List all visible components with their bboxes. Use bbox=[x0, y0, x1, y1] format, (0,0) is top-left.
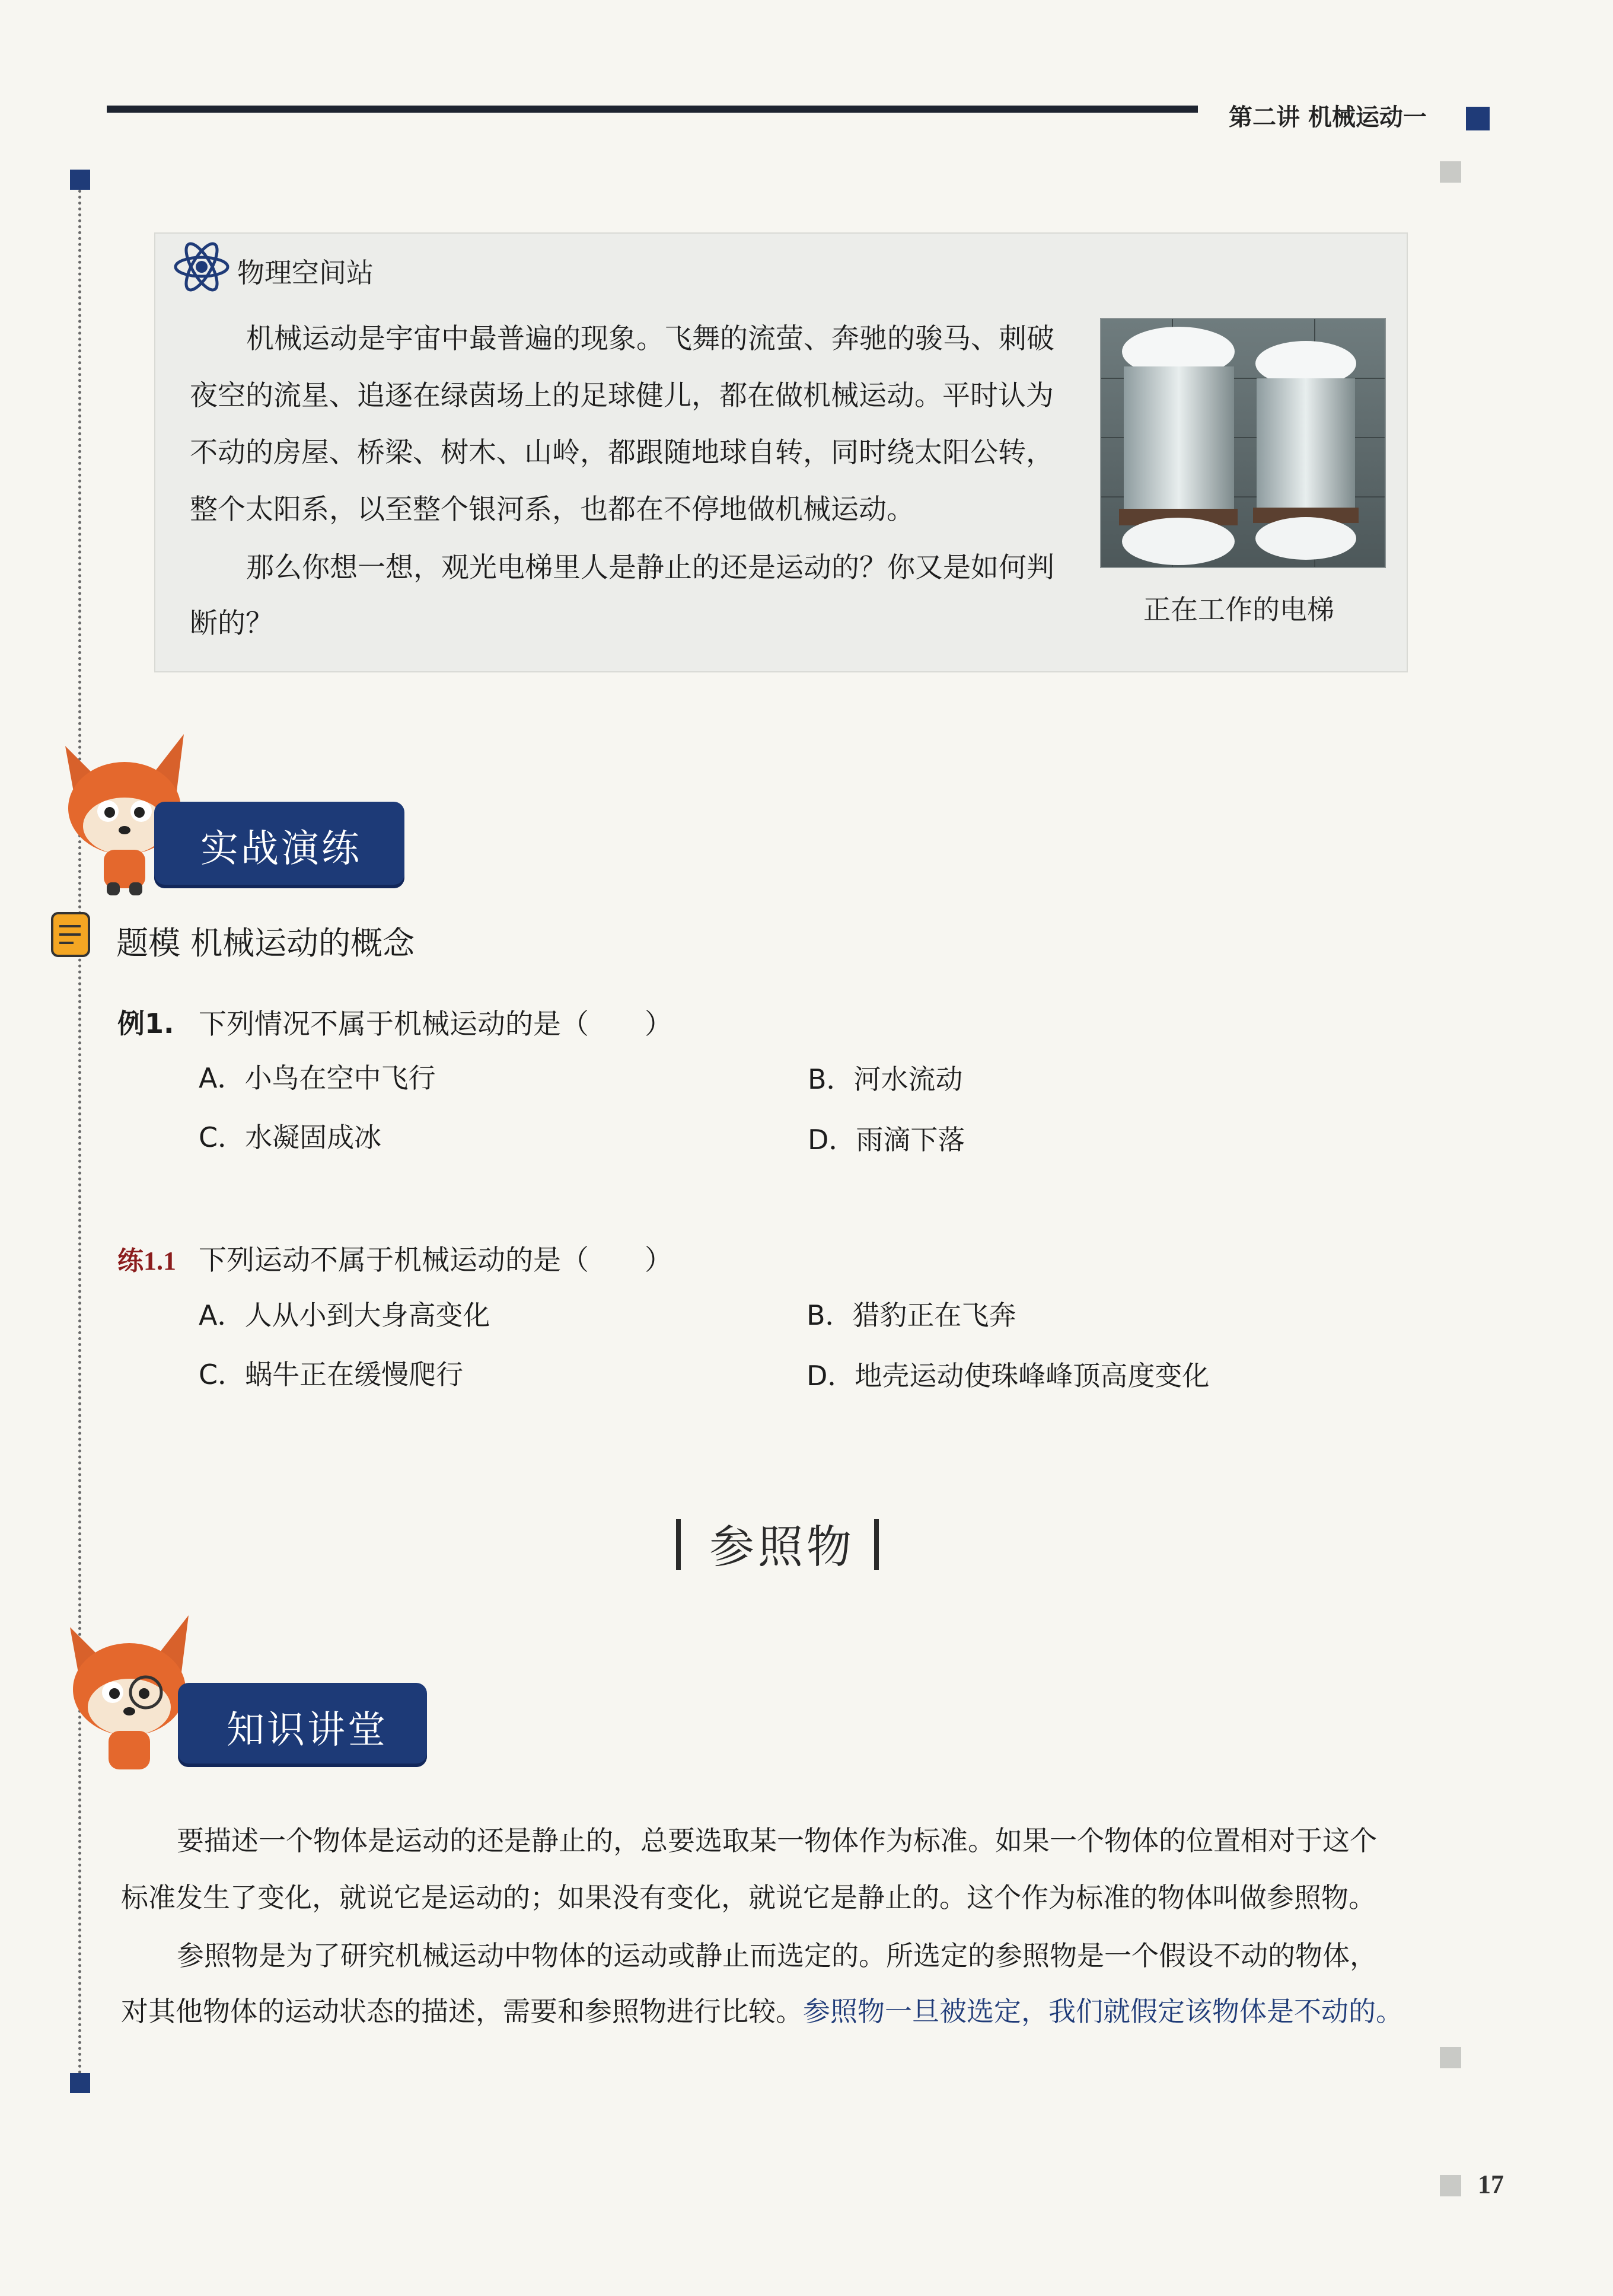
knowledge-banner-label: 知识讲堂 bbox=[227, 1708, 388, 1752]
chapter-title: 第二讲 机械运动一 bbox=[1229, 104, 1427, 131]
atom-icon bbox=[172, 240, 231, 294]
exercise-option-b: B．猎豹正在飞奔 bbox=[806, 1299, 1016, 1331]
note-icon bbox=[47, 910, 97, 959]
margin-dotted-line bbox=[78, 190, 81, 2075]
knowledge-paragraph-line: 标准发生了变化，就说它是运动的；如果没有变化，就说它是静止的。这个作为标准的物体叫做参照物。 bbox=[121, 1882, 1376, 1914]
knowledge-text: 对其他物体的运动状态的描述，需要和参照物进行比较。 bbox=[121, 1995, 803, 2027]
margin-square-icon bbox=[70, 170, 90, 190]
elevator-photo bbox=[1100, 318, 1386, 568]
intro-text-line: 断的？ bbox=[190, 607, 273, 640]
knowledge-paragraph-line bbox=[121, 1990, 1403, 2029]
intro-text-line: 那么你想一想，观光电梯里人是静止的还是运动的？你又是如何判 bbox=[246, 551, 1054, 584]
exercise-stem: 下列运动不属于机械运动的是（ ） bbox=[199, 1244, 672, 1277]
photo-caption: 正在工作的电梯 bbox=[1143, 594, 1334, 626]
intro-title: 物理空间站 bbox=[237, 257, 374, 289]
section-heading: 参照物 bbox=[709, 1520, 855, 1573]
exercise-option-c: C．蜗牛正在缓慢爬行 bbox=[199, 1359, 464, 1391]
practice-banner-label: 实战演练 bbox=[200, 827, 362, 871]
header-square-icon bbox=[1466, 107, 1490, 130]
intro-text-line: 不动的房屋、桥梁、树木、山岭，都跟随地球自转，同时绕太阳公转， bbox=[190, 436, 1054, 469]
margin-square-icon bbox=[70, 2073, 90, 2093]
knowledge-highlight-text: 参照物一旦被选定，我们就假定该物体是不动的。 bbox=[803, 1995, 1403, 2027]
right-margin-marker bbox=[1440, 161, 1461, 183]
intro-text-line: 夜空的流星、追逐在绿茵场上的足球健儿，都在做机械运动。平时认为 bbox=[190, 380, 1054, 412]
page-number: 17 bbox=[1478, 2170, 1504, 2199]
page-marker bbox=[1440, 2175, 1461, 2196]
fox-mascot-icon bbox=[46, 1603, 200, 1781]
example-option-d: D．雨滴下落 bbox=[808, 1124, 965, 1156]
example-option-c: C．水凝固成冰 bbox=[199, 1121, 382, 1153]
example-stem: 下列情况不属于机械运动的是（ ） bbox=[199, 1008, 672, 1041]
intro-text-line: 整个太阳系，以至整个银河系，也都在不停地做机械运动。 bbox=[190, 493, 914, 526]
exercise-option-a: A．人从小到大身高变化 bbox=[199, 1299, 490, 1331]
example-label: 例1. bbox=[117, 1007, 174, 1039]
example-option-a: A．小鸟在空中飞行 bbox=[199, 1062, 436, 1094]
right-margin-marker bbox=[1440, 2047, 1461, 2068]
intro-text-line: 机械运动是宇宙中最普遍的现象。飞舞的流萤、奔驰的骏马、刺破 bbox=[246, 323, 1054, 355]
knowledge-paragraph-line: 参照物是为了研究机械运动中物体的运动或静止而选定的。所选定的参照物是一个假设不动的物体， bbox=[177, 1940, 1377, 1972]
header-rule bbox=[107, 106, 1198, 113]
exercise-label: 练1.1 bbox=[117, 1246, 176, 1275]
knowledge-paragraph-line: 要描述一个物体是运动的还是静止的，总要选取某一物体作为标准。如果一个物体的位置相对于这个 bbox=[177, 1825, 1377, 1857]
exercise-option-d: D．地壳运动使珠峰峰顶高度变化 bbox=[806, 1360, 1210, 1392]
heading-bar-right bbox=[874, 1519, 879, 1570]
heading-bar-left bbox=[676, 1519, 681, 1570]
question-type-title: 题模 机械运动的概念 bbox=[116, 924, 415, 962]
example-option-b: B．河水流动 bbox=[808, 1063, 963, 1095]
